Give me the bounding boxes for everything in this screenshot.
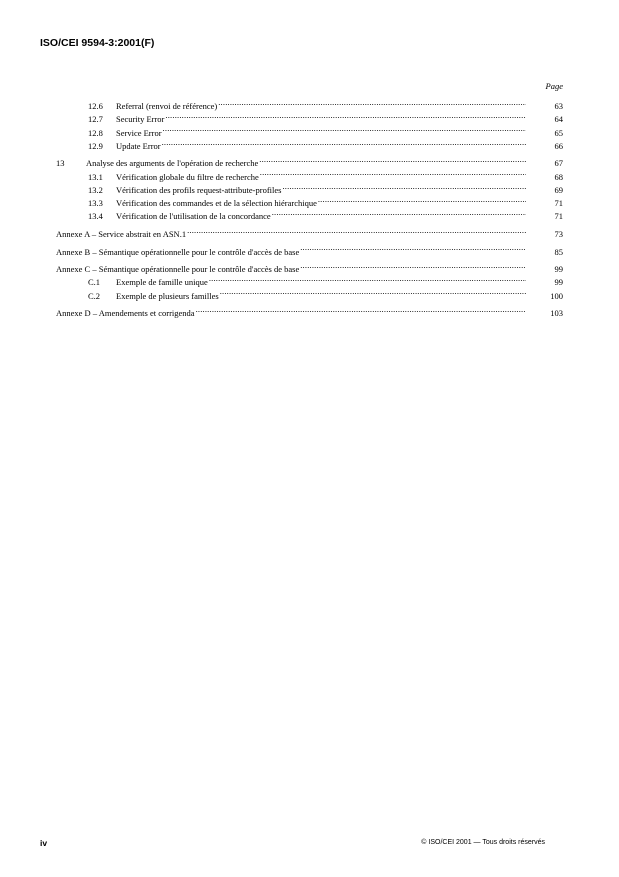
toc-entry-page: 68 <box>554 171 563 182</box>
toc-entry-number: 13.1 <box>88 171 103 182</box>
toc-entry-page: 73 <box>554 228 563 239</box>
document-header-title: ISO/CEI 9594-3:2001(F) <box>40 37 155 49</box>
toc-entry-number: C.1 <box>88 277 101 288</box>
toc-entry-page: 69 <box>554 184 563 195</box>
table-of-contents <box>56 96 563 319</box>
toc-entry-page: 99 <box>554 277 563 288</box>
dot-leader <box>318 193 526 206</box>
toc-entry-title: Security Error <box>116 114 165 125</box>
toc-entry-title: Annexe A – Service abstrait en ASN.1 <box>56 228 187 239</box>
dot-leader <box>209 272 526 285</box>
toc-entry-13[interactable] <box>56 153 563 169</box>
dot-leader <box>163 122 526 135</box>
dot-leader <box>272 206 526 219</box>
toc-entry-number: 13 <box>56 158 65 169</box>
dot-leader <box>259 153 526 166</box>
dot-leader <box>300 259 526 272</box>
toc-entry-page: 65 <box>554 127 563 138</box>
toc-entry-title: Vérification de l'utilisation de la concordance <box>116 211 271 222</box>
toc-entry-annexe-c[interactable] <box>56 259 563 275</box>
dot-leader <box>187 224 526 237</box>
toc-entry-title: Vérification des commandes et de la sélection hiérarchique <box>116 198 317 208</box>
toc-entry-title: Vérification globale du filtre de recherche <box>116 171 259 182</box>
toc-entry-title: Exemple de famille unique <box>116 277 208 288</box>
toc-entry-page: 99 <box>554 264 563 275</box>
toc-entry-page: 100 <box>550 290 563 301</box>
toc-entry-page: 71 <box>554 211 563 222</box>
page-column-label: Page <box>545 81 563 91</box>
dot-leader <box>162 136 526 149</box>
toc-entry-title: Annexe D – Amendements et corrigenda <box>56 308 195 319</box>
toc-entry-page: 71 <box>554 198 563 208</box>
toc-entry-12-6[interactable] <box>56 96 563 112</box>
dot-leader <box>282 180 526 193</box>
toc-entry-page: 63 <box>554 101 563 112</box>
dot-leader <box>220 285 526 298</box>
toc-entry-title: Vérification des profils request-attribute-profiles <box>116 184 282 195</box>
toc-entry-title: Annexe B – Sémantique opérationnelle pour le contrôle d'accès de base <box>56 246 300 257</box>
toc-entry-number: 12.8 <box>88 127 103 138</box>
toc-entry-page: 64 <box>554 114 563 125</box>
footer-page-number: iv <box>40 838 48 848</box>
dot-leader <box>165 109 526 122</box>
toc-entry-title: Referral (renvoi de référence) <box>116 101 218 112</box>
toc-entry-annexe-a[interactable] <box>56 224 563 237</box>
toc-entry-title: Update Error <box>116 140 161 151</box>
dot-leader <box>196 303 526 316</box>
toc-entry-title: Service Error <box>116 127 162 138</box>
toc-entry-page: 85 <box>554 246 563 257</box>
footer-copyright: © ISO/CEI 2001 — Tous droits réservés <box>421 839 545 846</box>
toc-entry-title: Analyse des arguments de l'opération de recherche <box>86 158 259 169</box>
toc-entry-page: 67 <box>554 158 563 169</box>
dot-leader <box>300 241 526 254</box>
toc-entry-page: 103 <box>550 308 563 319</box>
toc-entry-title: Annexe C – Sémantique opérationnelle pour le contrôle d'accès de base <box>56 264 300 275</box>
toc-entry-number: 13.3 <box>88 198 103 208</box>
toc-entry-number: C.2 <box>88 290 101 301</box>
toc-entry-number: 12.7 <box>88 114 103 125</box>
toc-entry-number: 12.9 <box>88 140 103 151</box>
toc-entry-annexe-d[interactable] <box>56 303 563 319</box>
dot-leader <box>260 166 526 179</box>
toc-entry-number: 13.4 <box>88 211 103 222</box>
toc-entry-title: Exemple de plusieurs familles <box>116 290 219 301</box>
toc-entry-page: 66 <box>554 140 563 151</box>
dot-leader <box>218 96 526 109</box>
toc-entry-number: 13.2 <box>88 184 103 195</box>
toc-entry-number: 12.6 <box>88 101 103 112</box>
toc-entry-annexe-b[interactable] <box>56 241 563 257</box>
